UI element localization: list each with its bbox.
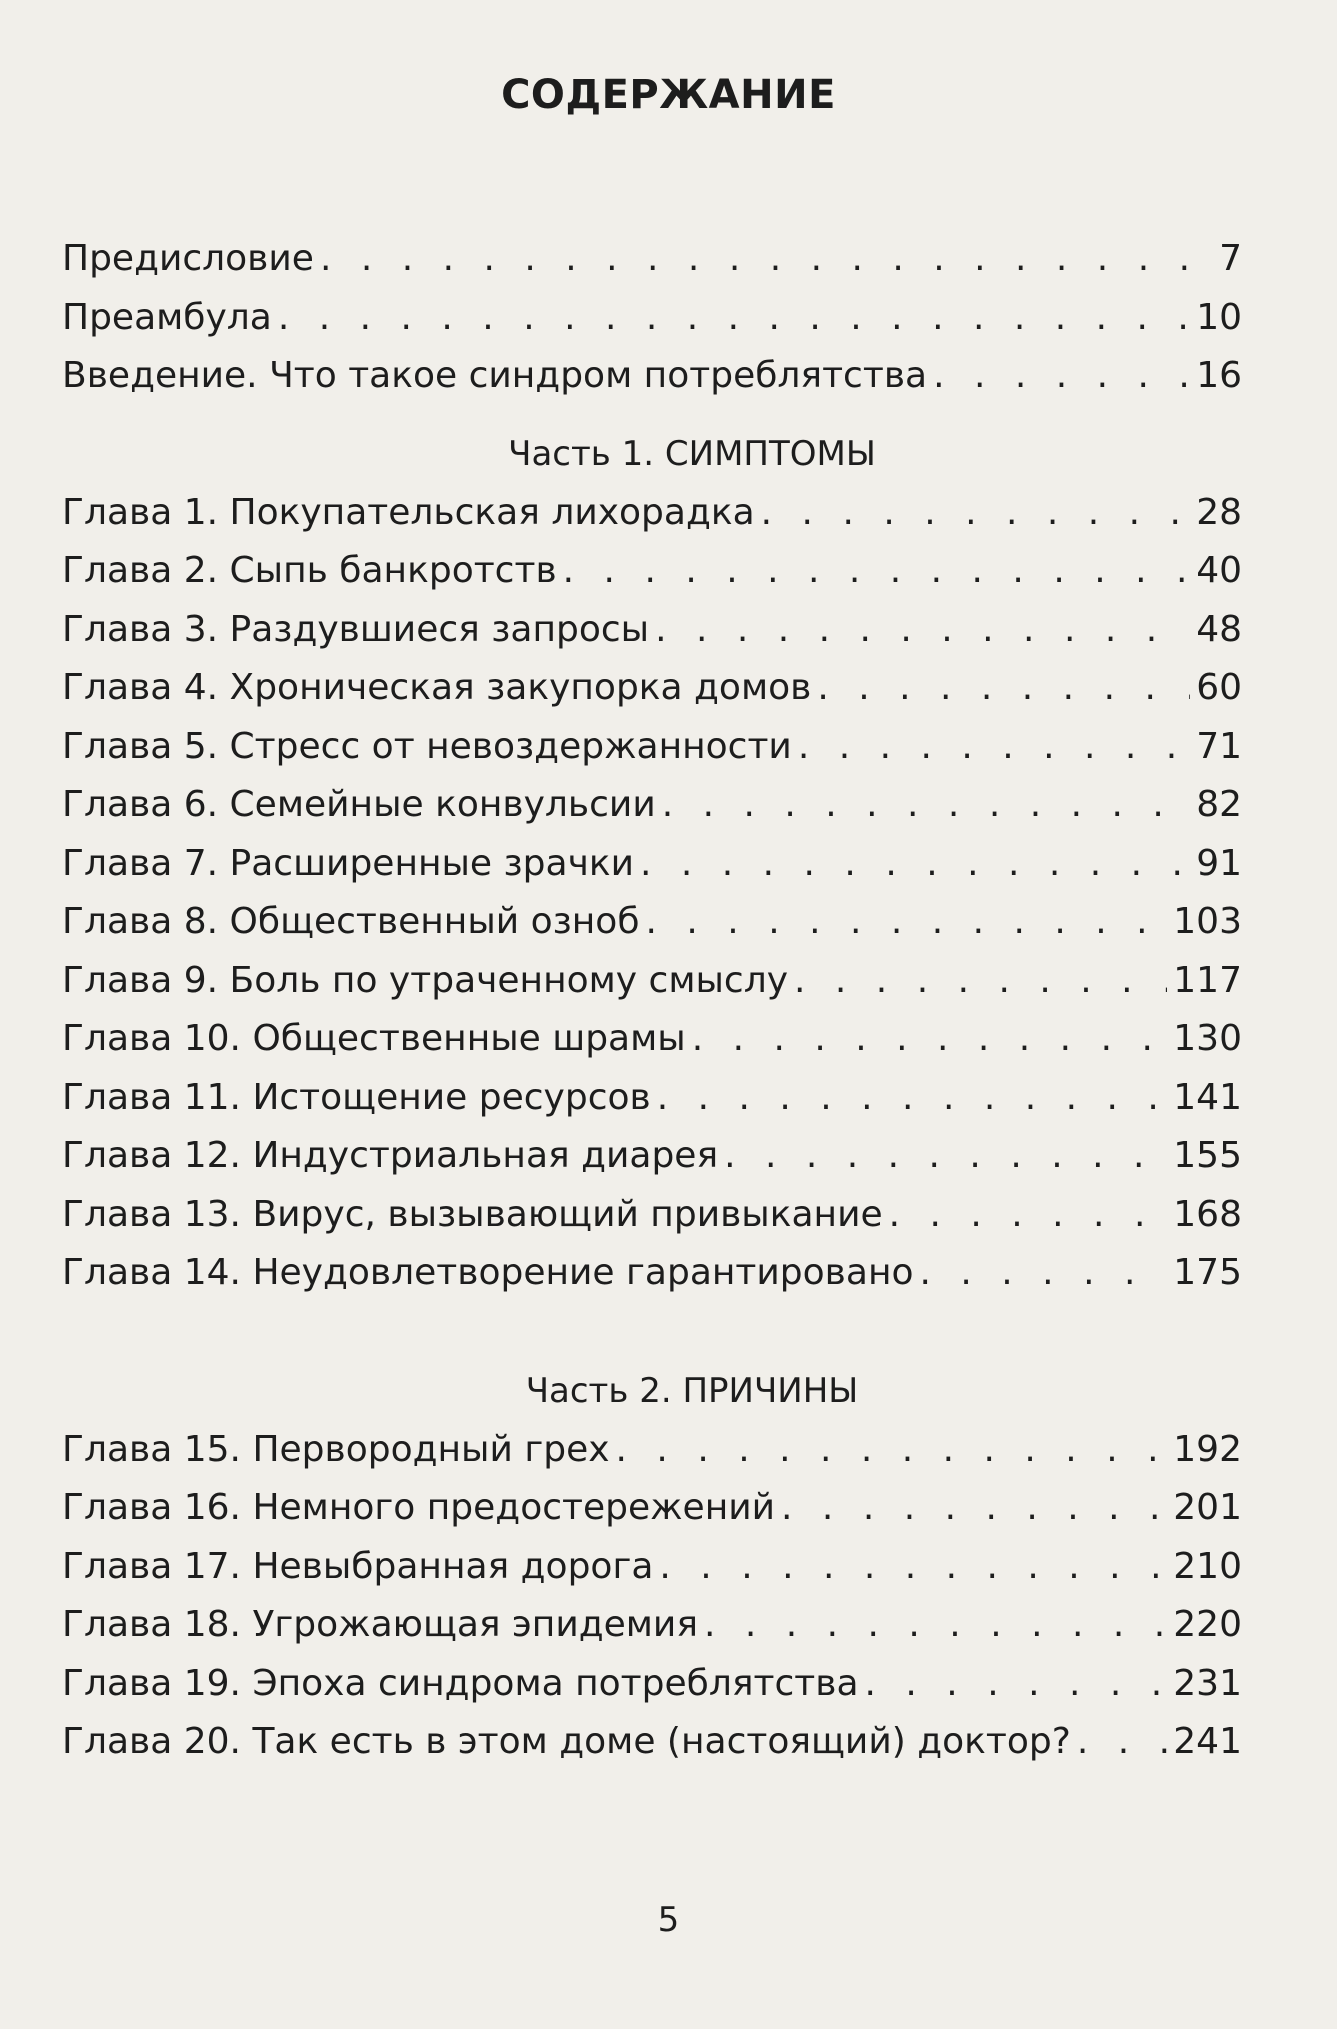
toc-entry-title: Глава 10. Общественные шрамы (62, 1018, 686, 1059)
toc-entry-page: 130 (1173, 1018, 1242, 1059)
toc-entry (62, 1713, 1242, 1772)
dot-leader (889, 1186, 1168, 1245)
toc-entry (62, 1479, 1242, 1538)
toc-entry-title: Предисловие (62, 238, 314, 279)
toc-entry-title: Глава 1. Покупательская лихорадка (62, 491, 755, 533)
toc-entry (62, 1186, 1242, 1245)
toc-entry-page: 10 (1196, 296, 1242, 338)
toc-entry-page: 7 (1219, 238, 1242, 279)
toc-entry-title: Глава 11. Истощение ресурсов (62, 1076, 651, 1118)
part-1-chapters (62, 484, 1242, 1303)
dot-leader (724, 1127, 1167, 1186)
dot-leader (761, 484, 1191, 543)
part-2-title: Часть 2. ПРИЧИНЫ (525, 1370, 859, 1411)
toc-entry (62, 776, 1242, 835)
toc-entry-page: 82 (1196, 784, 1242, 825)
dot-leader (662, 776, 1190, 835)
toc-entry-page: 60 (1196, 667, 1242, 708)
toc-entry-title: Глава 6. Семейные конвульсии (62, 784, 656, 825)
toc-entry-title: Глава 3. Раздувшиеся запросы (62, 608, 650, 650)
toc-entry (62, 1538, 1242, 1597)
toc-entry (62, 835, 1242, 894)
page-number: 5 (657, 1900, 680, 1940)
toc-entry (62, 952, 1242, 1011)
dot-leader (657, 1069, 1168, 1128)
toc-entry-page: 168 (1173, 1193, 1242, 1235)
toc-entry-title: Введение. Что такое синдром потреблятства (62, 355, 928, 396)
toc-entry (62, 718, 1242, 777)
toc-entry-title: Глава 8. Общественный озноб (62, 901, 640, 942)
toc-entry-title: Глава 2. Сыпь банкротств (62, 550, 557, 591)
spacer (62, 1303, 1242, 1361)
toc-entry-title: Глава 16. Немного предостережений (62, 1487, 776, 1528)
toc-entry-page: 241 (1173, 1721, 1242, 1762)
front-matter-list (62, 230, 1242, 406)
toc-entry-page: 103 (1173, 901, 1242, 942)
dot-leader (1077, 1713, 1167, 1772)
toc-entry-title: Преамбула (62, 296, 272, 338)
toc-entry (62, 1421, 1242, 1480)
toc-entry (62, 1655, 1242, 1714)
dot-leader (798, 718, 1190, 777)
dot-leader (865, 1655, 1168, 1714)
toc-entry-page: 117 (1173, 959, 1242, 1001)
toc-entry-page: 16 (1196, 355, 1242, 396)
toc-entry-title: Глава 4. Хроническая закупорка домов (62, 667, 812, 708)
toc-entry-title: Глава 7. Расширенные зрачки (62, 842, 634, 884)
toc-entry-title: Глава 19. Эпоха синдрома потреблятства (62, 1662, 859, 1704)
toc-entry-title: Глава 15. Первородный грех (62, 1428, 610, 1470)
dot-leader (781, 1479, 1167, 1538)
toc-entry-title: Глава 14. Неудовлетворение гарантировано (62, 1252, 914, 1293)
toc-entry-page: 71 (1196, 725, 1242, 767)
toc-entry (62, 1069, 1242, 1128)
toc-entry (62, 289, 1242, 348)
part-2-chapters (62, 1421, 1242, 1772)
toc-entry (62, 1596, 1242, 1655)
toc-entry (62, 893, 1242, 952)
toc-entry-page: 175 (1173, 1252, 1242, 1293)
dot-leader (817, 659, 1190, 718)
dot-leader (640, 835, 1190, 894)
toc-entry (62, 601, 1242, 660)
toc-entry (62, 484, 1242, 543)
toc-entry (62, 347, 1242, 406)
toc-entry-title: Глава 18. Угрожающая эпидемия (62, 1604, 698, 1645)
toc-entry-title: Глава 5. Стресс от невоздержанности (62, 725, 792, 767)
dot-leader (704, 1596, 1167, 1655)
toc-entry-page: 28 (1196, 491, 1242, 533)
dot-leader (659, 1538, 1167, 1597)
toc-entry (62, 1127, 1242, 1186)
toc-entry-page: 40 (1196, 550, 1242, 591)
toc-entry (62, 542, 1242, 601)
toc-entry-title: Глава 13. Вирус, вызывающий привыкание (62, 1193, 883, 1235)
toc-entry-title: Глава 17. Невыбранная дорога (62, 1545, 654, 1587)
toc-entry-title: Глава 20. Так есть в этом доме (настоящий) доктор? (62, 1721, 1071, 1762)
dot-leader (794, 952, 1167, 1011)
dot-leader (646, 893, 1168, 952)
dot-leader (692, 1010, 1168, 1069)
toc-entry-page: 210 (1173, 1545, 1242, 1587)
toc-entry-title: Глава 12. Индустриальная диарея (62, 1135, 719, 1176)
dot-leader (616, 1421, 1168, 1480)
toc-entry (62, 1244, 1242, 1303)
dot-leader (655, 601, 1190, 660)
dot-leader (563, 542, 1191, 601)
table-of-contents (62, 230, 1242, 1772)
toc-entry-page: 201 (1173, 1487, 1242, 1528)
toc-entry (62, 230, 1242, 289)
toc-entry-page: 192 (1173, 1428, 1242, 1470)
dot-leader (920, 1244, 1168, 1303)
toc-entry (62, 659, 1242, 718)
dot-leader (933, 347, 1190, 406)
toc-entry-page: 48 (1196, 608, 1242, 650)
toc-entry-page: 231 (1173, 1662, 1242, 1704)
toc-entry-page: 141 (1173, 1076, 1242, 1118)
dot-leader (320, 230, 1213, 289)
toc-entry-page: 91 (1196, 842, 1242, 884)
toc-entry-page: 155 (1173, 1135, 1242, 1176)
toc-entry-page: 220 (1173, 1604, 1242, 1645)
spacer (62, 406, 1242, 424)
toc-entry (62, 1010, 1242, 1069)
part-1-title: Часть 1. СИМПТОМЫ (508, 433, 876, 474)
dot-leader (278, 289, 1190, 348)
toc-entry-title: Глава 9. Боль по утраченному смыслу (62, 959, 789, 1001)
page-title: СОДЕРЖАНИЕ (501, 72, 836, 118)
